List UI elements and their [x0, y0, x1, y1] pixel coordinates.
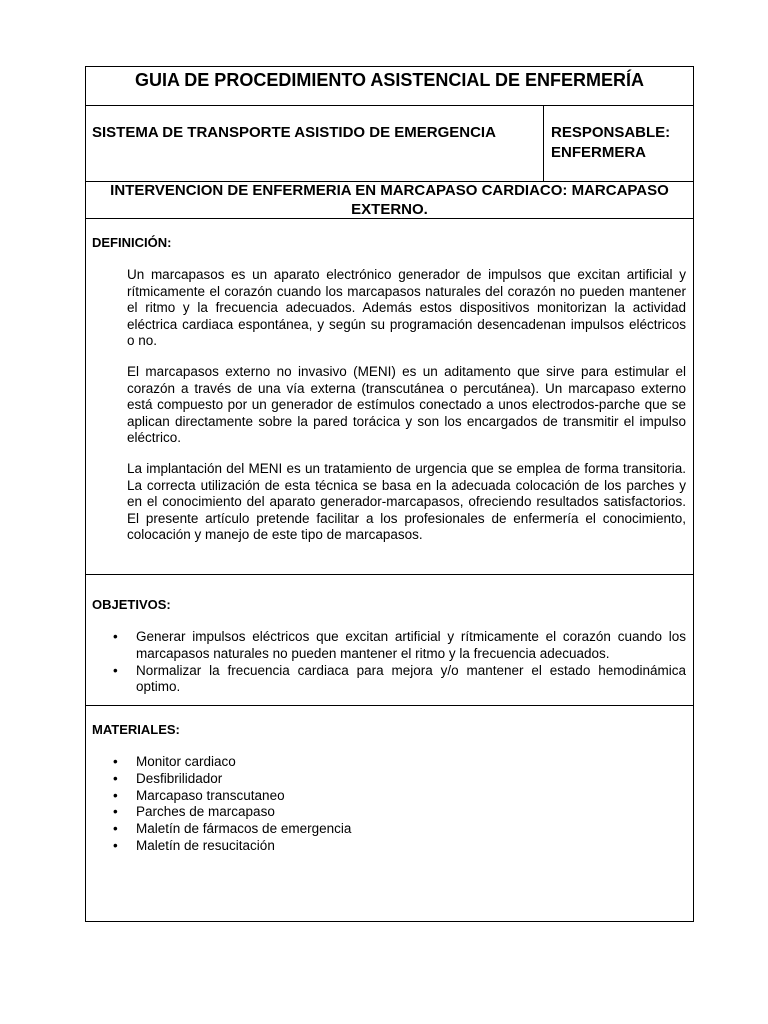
objectives-heading: OBJETIVOS: [92, 597, 171, 612]
system-cell [86, 106, 544, 181]
intervention-row [86, 182, 693, 219]
title-row [86, 67, 693, 106]
objectives-section [86, 575, 693, 706]
bullet-icon: • [113, 770, 118, 786]
objectives-list [86, 629, 686, 696]
definition-paragraph-1: Un marcapasos es un aparato electrónico generador de impulsos que excitan artificial y rítmicamente el corazón cuando los marcapasos naturales del corazón no pueden mantener el ritmo y la frecuencia adecuados. Además estos dispositivos monitorizan la actividad eléctrica cardiaca espontánea, y según su programación desencadenan impulsos eléctricos o no. [127, 267, 686, 349]
materials-heading: MATERIALES: [92, 722, 180, 737]
bullet-icon: • [113, 837, 118, 853]
objective-item: • Normalizar la frecuencia cardiaca para mejora y/o mantener el estado hemodinámica optimo. [113, 662, 686, 695]
procedure-guide-document [85, 66, 694, 922]
document-title: GUIA DE PROCEDIMIENTO ASISTENCIAL DE ENFERMERÍA [134, 70, 645, 90]
responsible-cell [544, 106, 693, 181]
system-name: SISTEMA DE TRANSPORTE ASISTIDO DE EMERGENCIA [92, 124, 496, 141]
materials-list [86, 754, 686, 855]
definition-heading: DEFINICIÓN: [92, 235, 172, 250]
bullet-icon: • [113, 662, 118, 678]
bullet-icon: • [113, 821, 118, 837]
bullet-icon: • [113, 629, 118, 644]
definition-paragraph-3: La implantación del MENI es un tratamiento de urgencia que se emplea de forma transitoria. La correcta utilización de esta técnica se basa en la adecuada colocación de los parches y en el conocimiento del aparato generador-marcapasos, ofreciendo resultados satisfactorios. El presente artículo pretende facilitar a los profesionales de enfermería el conocimiento, colocación y manejo de este tipo de marcapasos. [127, 461, 686, 543]
material-item: • Desfibrilidador [113, 770, 223, 786]
responsible-label: RESPONSABLE: ENFERMERA [551, 124, 671, 161]
material-item: • Monitor cardiaco [113, 754, 236, 769]
materials-section [86, 706, 693, 921]
material-item: • Maletín de fármacos de emergencia [113, 821, 352, 837]
material-item: • Maletín de resucitación [113, 837, 275, 853]
bullet-icon: • [113, 804, 118, 820]
intervention-title: INTERVENCION DE ENFERMERIA EN MARCAPASO CARDIACO: MARCAPASO EXTERNO. [110, 182, 669, 218]
bullet-icon: • [113, 787, 118, 803]
system-row [86, 106, 693, 182]
definition-paragraph-2: El marcapasos externo no invasivo (MENI) es un aditamento que sirve para estimular el corazón a través de una vía externa (transcutánea o percutánea). Un marcapaso externo está compuesto por un generador de estímulos conectado a unos electrodos-parche que se aplican directamente sobre la pared torácica y son los encargados de transmitir el impulso eléctrico. [127, 364, 686, 446]
material-item: • Parches de marcapaso [113, 804, 275, 820]
definition-section [86, 219, 693, 575]
material-item: • Marcapaso transcutaneo [113, 787, 285, 803]
objective-item: • Generar impulsos eléctricos que excitan artificial y rítmicamente el corazón cuando los marcapasos naturales no pueden mantener el ritmo y la frecuencia adecuados. [113, 629, 686, 661]
bullet-icon: • [113, 754, 118, 769]
